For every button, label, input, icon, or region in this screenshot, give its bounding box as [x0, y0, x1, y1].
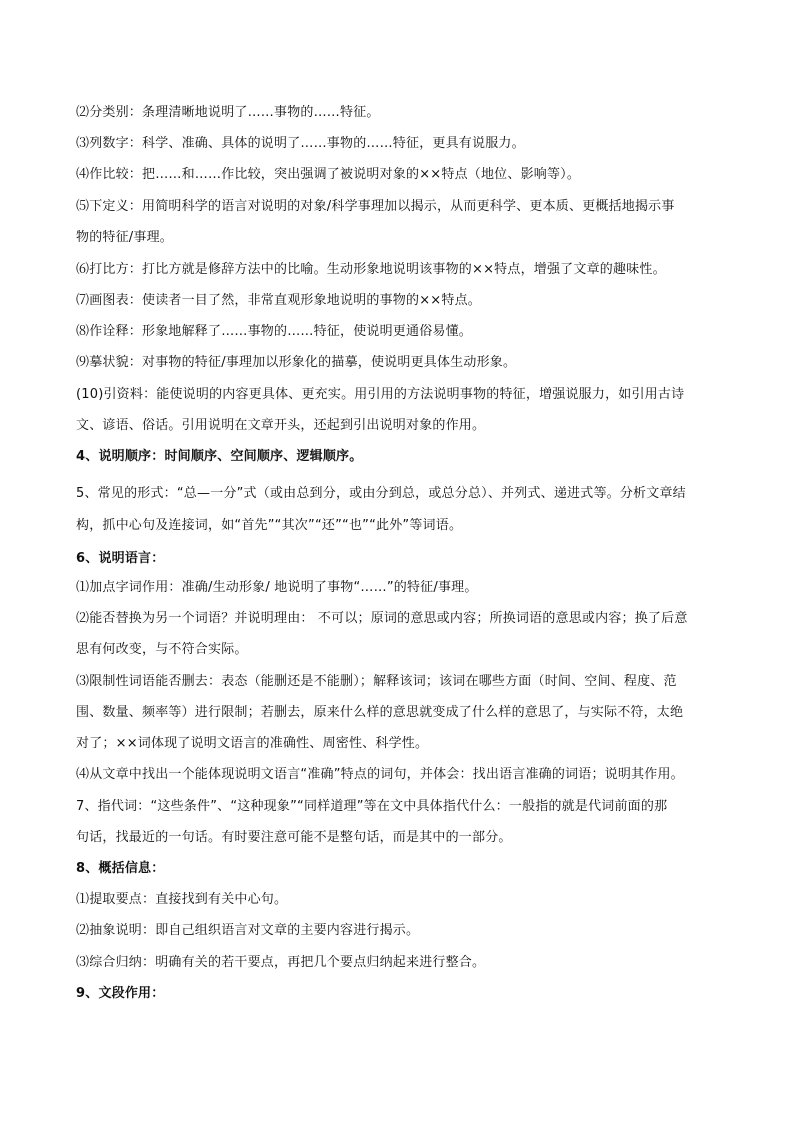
text-line: 7、指代词：“这些条件”、“这种现象”“同样道理”等在文中具体指代什么：一般指的就是代词前面的那 — [76, 799, 668, 814]
text-line: ⑹打比方：打比方就是修辞方法中的比喻。生动形象地说明该事物的××特点，增强了文章的趣味性。 — [76, 262, 666, 277]
text-line: 围、数量、频率等）进行限制；若删去，原来什么样的意思就变成了什么样的意思了，与实际不符，太绝 — [76, 705, 684, 720]
text-line: (10)引资料：能使说明的内容更具体、更充实。用引用的方法说明事物的特征，增强说服力，如引用古诗 — [76, 387, 685, 402]
text-line: 对了；××词体现了说明文语言的准确性、周密性、科学性。 — [76, 736, 429, 751]
text-line: 思有何改变，与不符合实际。 — [76, 642, 248, 657]
text-line: ⑼摹状貌：对事物的特征/事理加以形象化的描摹，使说明更具体生动形象。 — [76, 355, 517, 370]
text-line: ⑴加点字词作用：准确/生动形象/ 地说明了事物“……”的特征/事理。 — [76, 580, 478, 595]
text-line: ⑺画图表：使读者一目了然，非常直观形象地说明的事物的××特点。 — [76, 293, 481, 308]
text-line: ⑶限制性词语能否删去：表态（能删还是不能删）；解释该词；该词在哪些方面（时间、空间、程度、范 — [76, 674, 677, 689]
text-line: ⑻作诠释：形象地解释了……事物的……特征，使说明更通俗易懂。 — [76, 324, 473, 339]
section-heading: 8、概括信息： — [76, 861, 165, 876]
text-line: ⑵分类别：条理清晰地说明了……事物的……特征。 — [76, 105, 380, 120]
text-line: 文、谚语、俗话。引用说明在文章开头，还起到引出说明对象的作用。 — [76, 418, 486, 433]
section-heading: 9、文段作用： — [76, 986, 165, 1001]
text-line: 句话，找最近的一句话。有时要注意可能不是整句话，而是其中的一部分。 — [76, 830, 512, 845]
text-line: ⑵抽象说明：即自己组织语言对文章的主要内容进行揭示。 — [76, 923, 420, 938]
section-heading: 6、说明语言： — [76, 551, 165, 566]
text-line: 构，抓中心句及连接词，如“首先”“其次”“还”“也”“此外”等词语。 — [76, 518, 463, 533]
text-line: ⑷作比较：把……和……作比较，突出强调了被说明对象的××特点（地位、影响等）。 — [76, 167, 581, 182]
text-line: ⑶综合归纳：明确有关的若干要点，再把几个要点归纳起来进行整合。 — [76, 955, 486, 970]
text-line: ⑴提取要点：直接找到有关中心句。 — [76, 892, 288, 907]
text-line: 5、常见的形式：“总—一分”式（或由总到分，或由分到总，或总分总）、并列式、递进式等。分析文章结 — [76, 486, 686, 501]
text-line: 物的特征/事理。 — [76, 230, 173, 245]
text-line: ⑷从文章中找出一个能体现说明文语言“准确”特点的词句，并体会：找出语言准确的词语；说明其作用。 — [76, 767, 684, 782]
text-line: ⑶列数字：科学、准确、具体的说明了……事物的……特征，更具有说服力。 — [76, 136, 525, 151]
text-line: ⑵能否替换为另一个词语？并说明理由： 不可以；原词的意思或内容；所换词语的意思或内容；换了后意 — [76, 611, 688, 626]
text-line: ⑸下定义：用简明科学的语言对说明的对象/科学事理加以揭示，从而更科学、更本质、更概括地揭示事 — [76, 199, 675, 214]
section-heading: 4、说明顺序：时间顺序、空间顺序、逻辑顺序。 — [76, 449, 363, 464]
